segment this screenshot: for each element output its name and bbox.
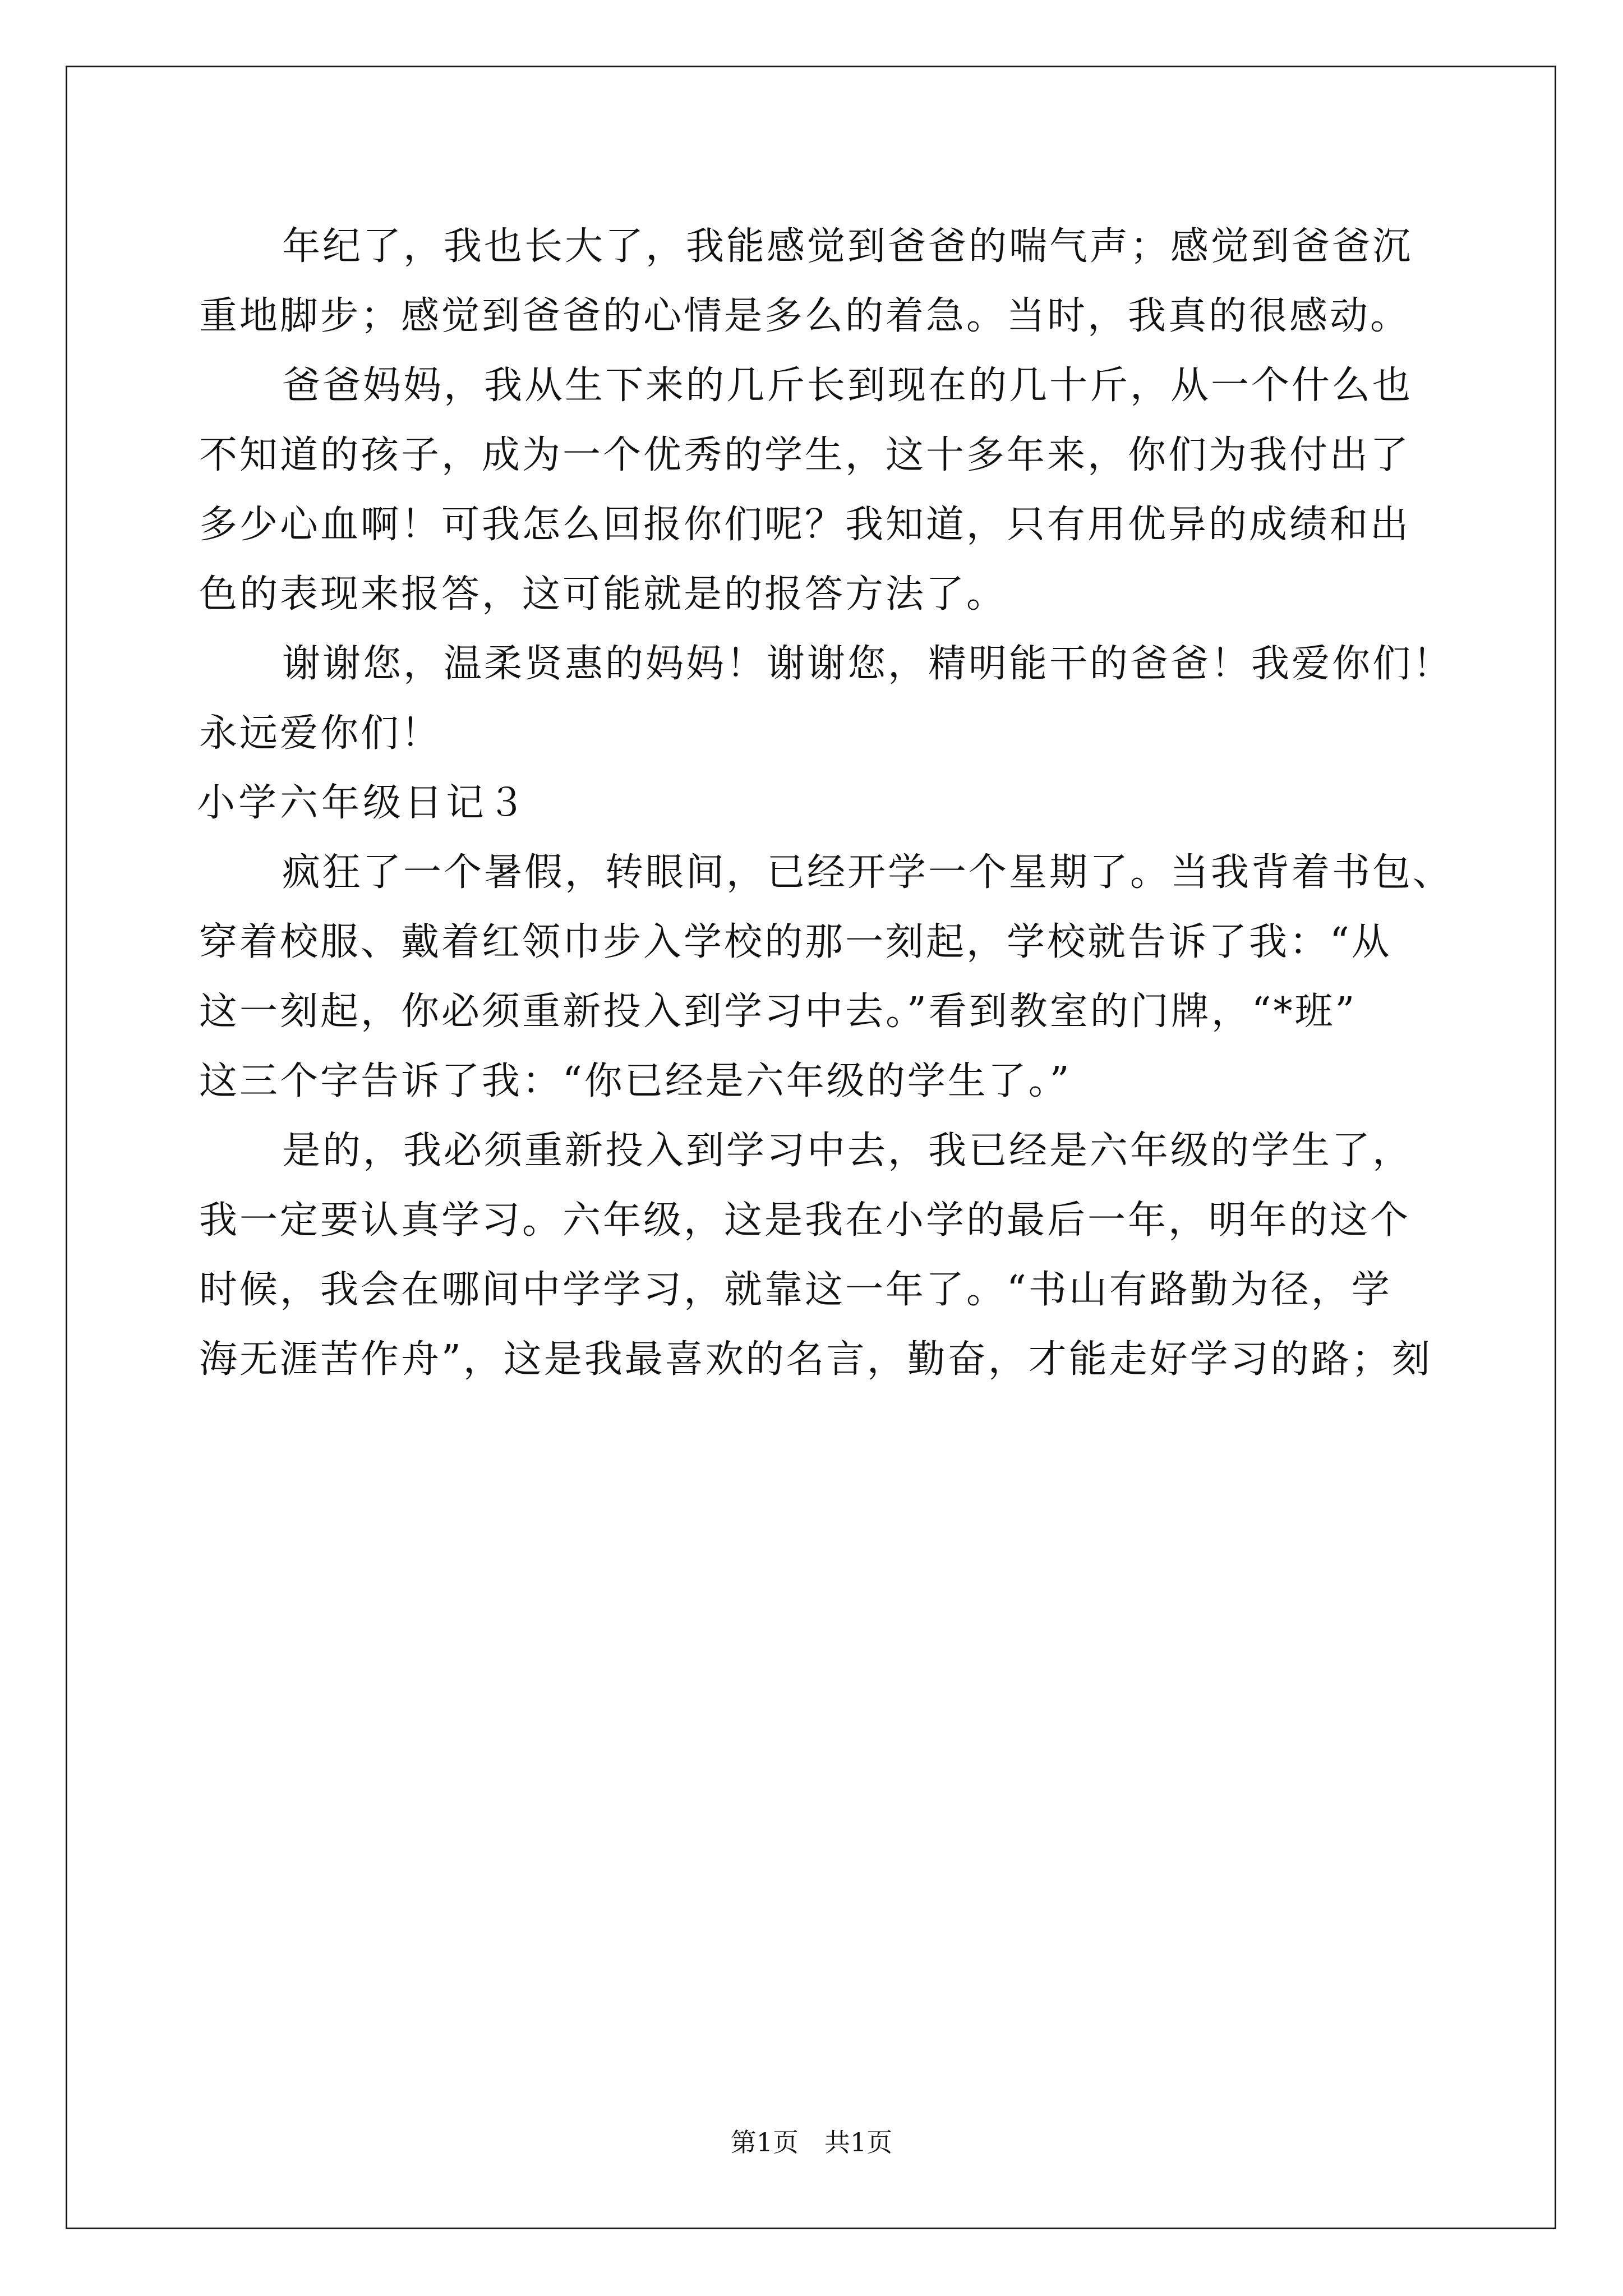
paragraph-line: 多少心血啊！可我怎么回报你们呢？我知道，只有用优异的成绩和出 <box>199 503 1411 547</box>
paragraph-line: 海无涯苦作舟”，这是我最喜欢的名言，勤奋，才能走好学习的路；刻 <box>199 1337 1432 1382</box>
paragraph-line: 永远爱你们！ <box>199 711 442 756</box>
paragraph-line: 重地脚步；感觉到爸爸的心情是多么的着急。当时，我真的很感动。 <box>199 294 1411 338</box>
page-footer <box>0 2125 1623 2159</box>
paragraph-line: 我一定要认真学习。六年级，这是我在小学的最后一年，明年的这个 <box>199 1198 1411 1243</box>
paragraph-line: 时候，我会在哪间中学学习，就靠这一年了。“书山有路勤为径，学 <box>199 1268 1392 1312</box>
paragraph-line: 疯狂了一个暑假，转眼间，已经开学一个星期了。当我背着书包、 <box>282 850 1454 895</box>
page-number: 第1页 <box>730 2127 799 2157</box>
section-heading: 小学六年级日记３ <box>197 781 529 825</box>
paragraph-line: 这一刻起，你必须重新投入到学习中去。”看到教室的门牌，“*班” <box>199 990 1357 1034</box>
paragraph-line: 是的，我必须重新投入到学习中去，我已经是六年级的学生了， <box>282 1129 1413 1173</box>
page-total: 共1页 <box>824 2127 893 2157</box>
paragraph-line: 穿着校服、戴着红领巾步入学校的那一刻起，学校就告诉了我：“从 <box>199 920 1392 964</box>
paragraph-line: 谢谢您，温柔贤惠的妈妈！谢谢您，精明能干的爸爸！我爱你们！ <box>282 642 1454 686</box>
paragraph-line: 不知道的孩子，成为一个优秀的学生，这十多年来，你们为我付出了 <box>199 433 1411 477</box>
paragraph-line: 年纪了，我也长大了，我能感觉到爸爸的喘气声；感觉到爸爸沉 <box>282 224 1413 269</box>
paragraph-line: 爸爸妈妈，我从生下来的几斤长到现在的几十斤，从一个什么也 <box>282 364 1413 408</box>
paragraph-line: 色的表现来报答，这可能就是的报答方法了。 <box>199 572 1007 616</box>
paragraph-line: 这三个字告诉了我：“你已经是六年级的学生了。” <box>199 1059 1072 1103</box>
document-body <box>197 212 1454 1395</box>
